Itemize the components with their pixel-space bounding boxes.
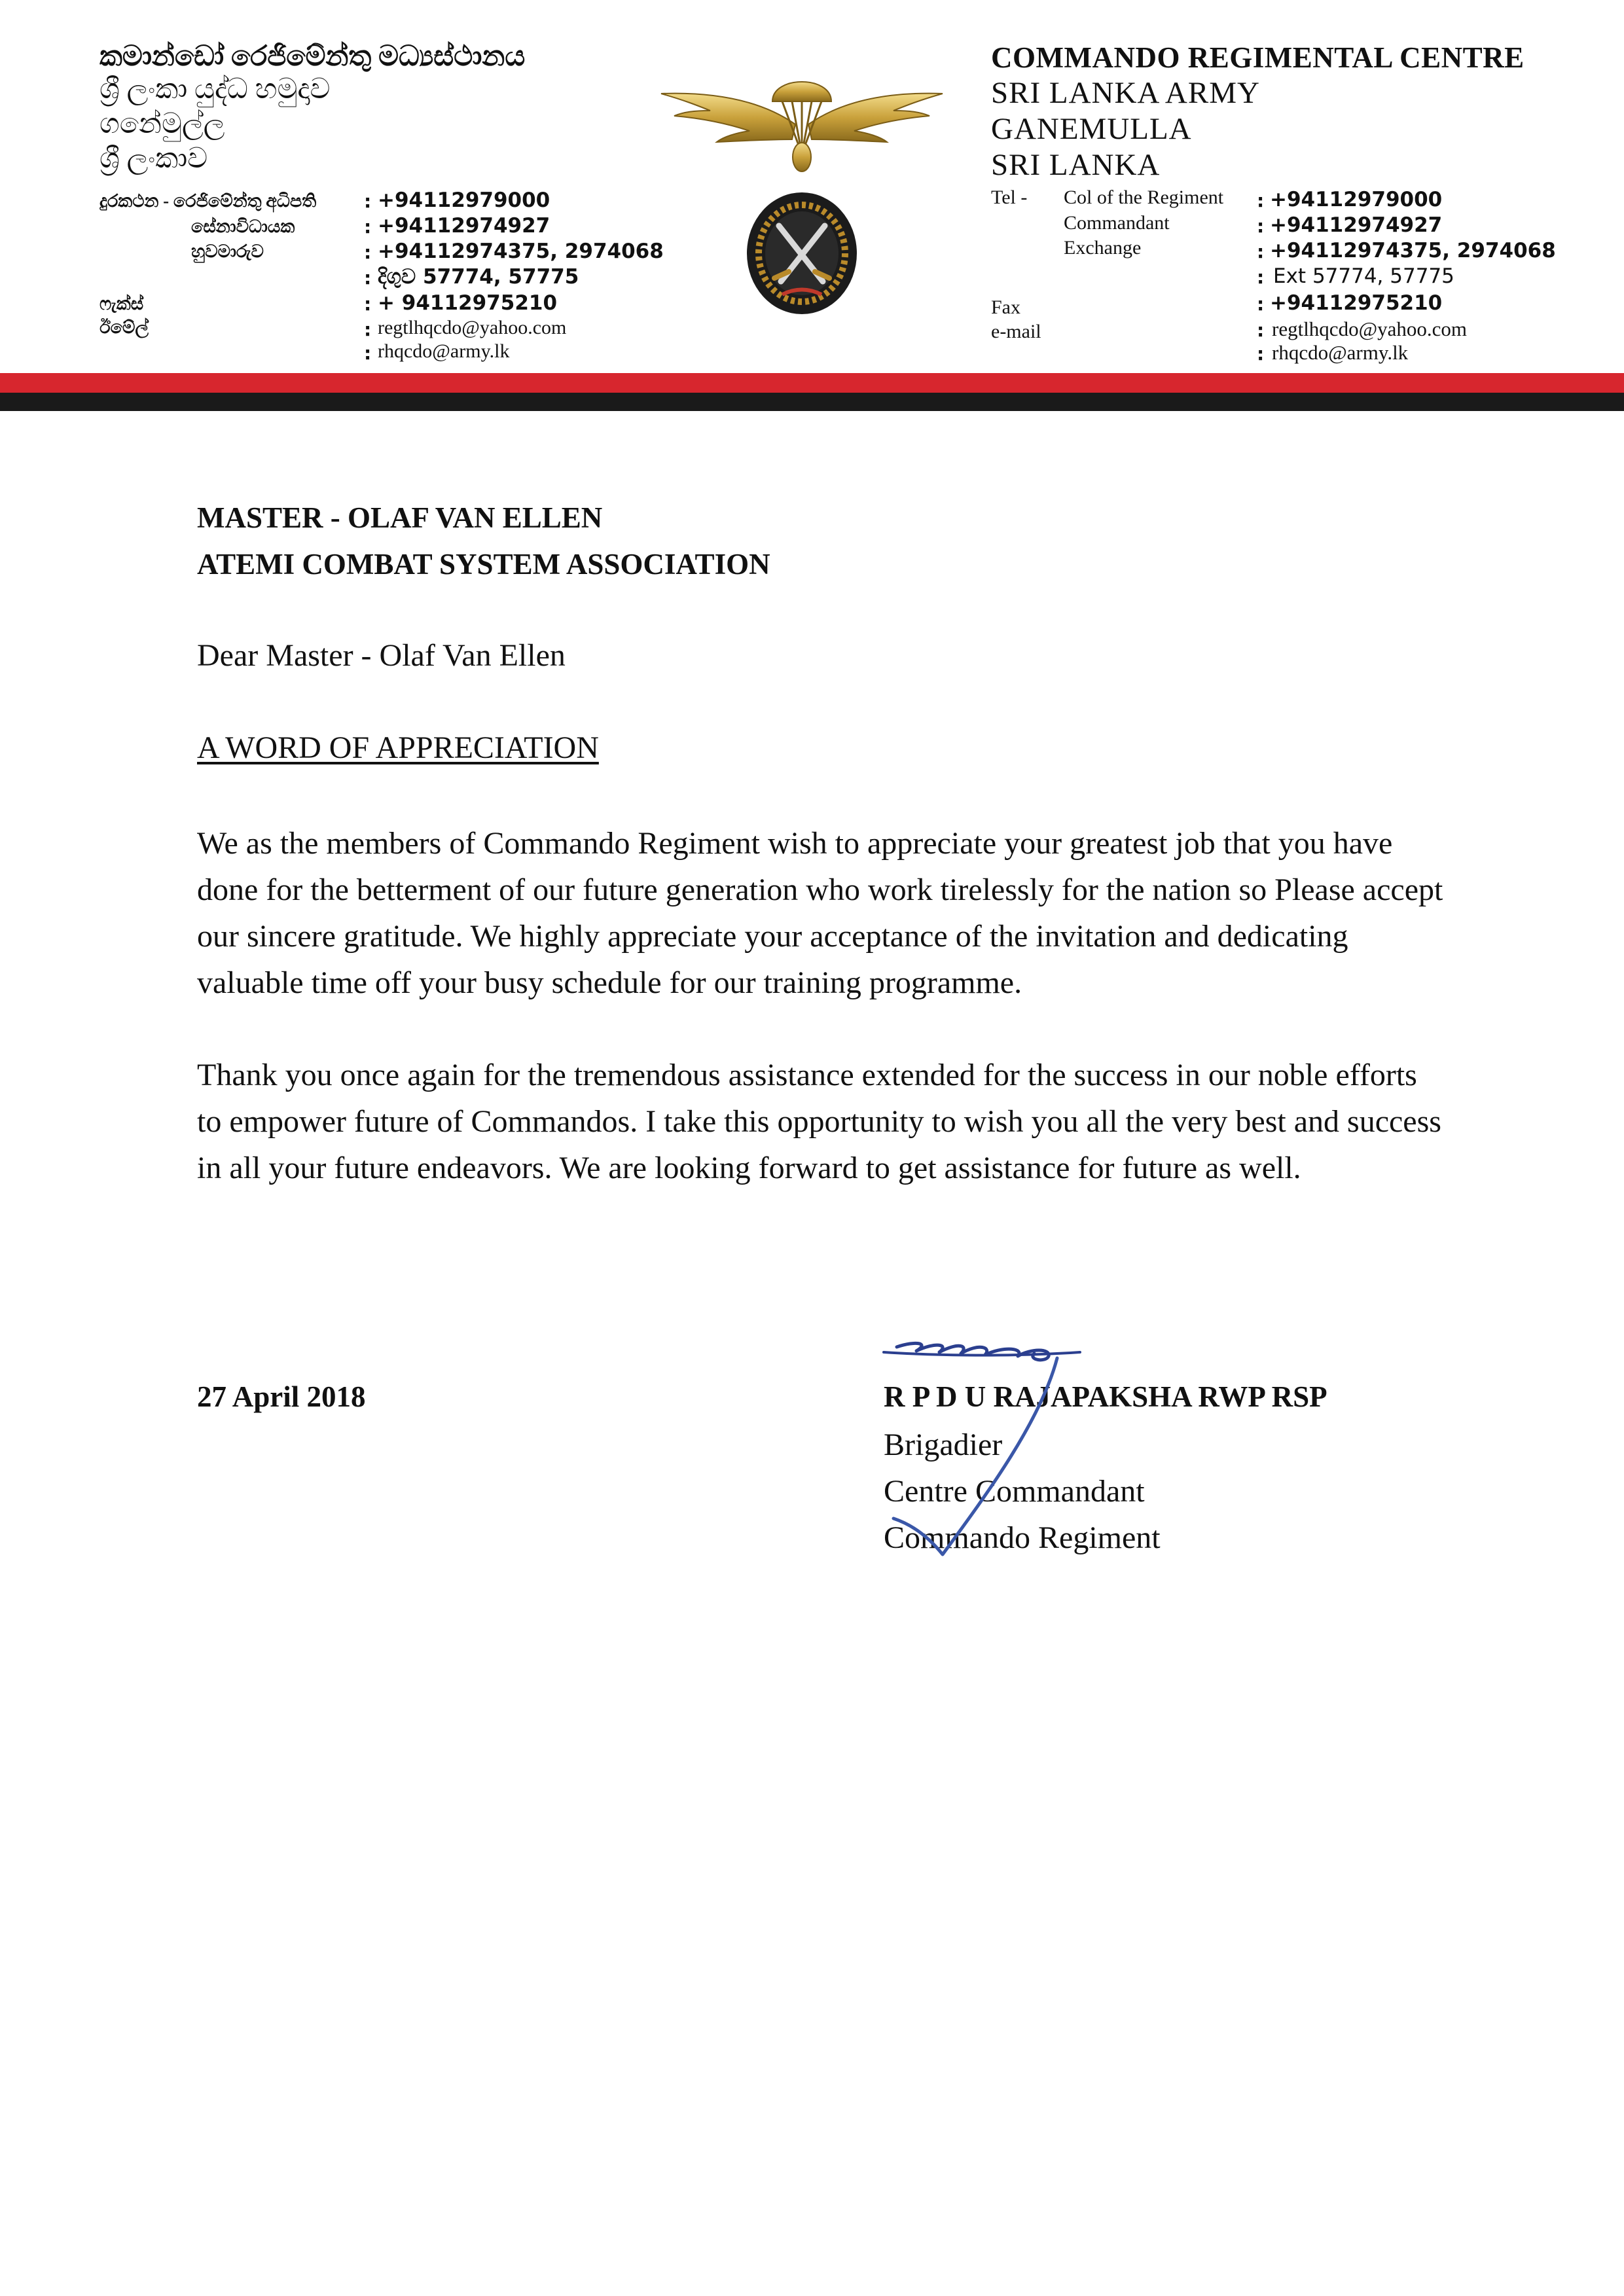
contact-colon: : — [1257, 319, 1265, 341]
contact-colon: : — [1257, 241, 1265, 262]
sinhala-contact-label: ඊමේල් — [99, 317, 149, 337]
paragraph-line: our sincere gratitude. We highly appreciate your acceptance of the invitation and dedicating — [197, 919, 1348, 954]
english-contact-value: +94112979000 — [1270, 188, 1443, 211]
header-red-stripe — [0, 373, 1624, 393]
fax-label: Fax — [991, 296, 1020, 318]
paragraph-line: done for the betterment of our future generation who work tirelessly for the nation so Please accept — [197, 872, 1443, 907]
contact-colon: : — [1257, 190, 1265, 211]
sinhala-contact-value: regtlhqcdo@yahoo.com — [378, 317, 567, 338]
contact-colon: : — [364, 190, 372, 212]
sinhala-address-line: ශ්‍රී ලංකාව — [99, 143, 208, 174]
signatory-rank: Brigadier — [884, 1427, 1003, 1462]
contact-colon: : — [1257, 215, 1265, 237]
english-contact-label: Exchange — [1064, 237, 1142, 259]
english-contact-value: rhqcdo@army.lk — [1272, 341, 1409, 364]
sinhala-contact-value: +94112974927 — [378, 214, 550, 238]
signatory-name: R P D U RAJAPAKSHA RWP RSP — [884, 1380, 1327, 1413]
english-address-line: SRI LANKA ARMY — [991, 76, 1260, 110]
contact-colon: : — [364, 293, 372, 315]
signatory-position: Centre Commandant — [884, 1474, 1145, 1509]
sinhala-letterhead-title: කමාන්ඩෝ රෙජිමේන්තු මධ්‍යස්ථානය — [99, 41, 526, 72]
english-address-line: SRI LANKA — [991, 148, 1161, 182]
english-address-line: GANEMULLA — [991, 112, 1192, 146]
sinhala-contact-value: +94112979000 — [378, 188, 550, 212]
contact-colon: : — [364, 242, 372, 263]
contact-colon: : — [364, 319, 372, 340]
paragraph-line: to empower future of Commandos. I take this opportunity to wish you all the very best and success — [197, 1104, 1441, 1139]
sinhala-address-line: ගනේමුල්ල — [99, 109, 225, 139]
sinhala-contact-label: හුවමාරුව — [191, 242, 264, 261]
tel-label: Tel - — [991, 187, 1028, 208]
paragraph-line: Thank you once again for the tremendous assistance extended for the success in our noble efforts — [197, 1058, 1417, 1092]
letter-subject: A WORD OF APPRECIATION — [197, 730, 599, 765]
handwritten-signature — [877, 1329, 1165, 1564]
sinhala-address-line: ශ්‍රී ලංකා යුද්ධ හමුදාව — [99, 74, 331, 105]
parachute-wings-badge-icon — [658, 62, 946, 177]
english-contact-value: +94112974927 — [1270, 213, 1443, 237]
letter-date: 27 April 2018 — [197, 1380, 366, 1413]
english-letterhead-title: COMMANDO REGIMENTAL CENTRE — [991, 41, 1525, 74]
email-label: e-mail — [991, 321, 1041, 342]
signatory-unit: Commando Regiment — [884, 1520, 1161, 1555]
contact-colon: : — [364, 342, 372, 364]
paragraph-line: valuable time off your busy schedule for our training programme. — [197, 965, 1022, 1000]
contact-colon: : — [1257, 343, 1265, 365]
english-contact-value: +94112974375, 2974068 — [1270, 239, 1556, 262]
sinhala-contact-value: rhqcdo@army.lk — [378, 340, 510, 362]
paragraph-line: We as the members of Commando Regiment wish to appreciate your greatest job that you have — [197, 826, 1393, 861]
sinhala-contact-label: ෆැක්ස් — [99, 294, 144, 314]
contact-colon: : — [364, 267, 372, 289]
contact-colon: : — [364, 216, 372, 238]
sinhala-contact-value: +94112974375, 2974068 — [378, 240, 664, 263]
sinhala-contact-label: දුරකථන - රෙජිමේන්තු අධිපති — [99, 191, 317, 211]
sinhala-contact-value: + 94112975210 — [378, 291, 558, 315]
sinhala-contact-value: දිගුව 57774, 57775 — [378, 265, 579, 289]
english-contact-label: Commandant — [1064, 212, 1170, 234]
salutation: Dear Master - Olaf Van Ellen — [197, 638, 566, 673]
english-contact-label: Col of the Regiment — [1064, 187, 1224, 208]
english-contact-value: Ext 57774, 57775 — [1273, 264, 1454, 288]
english-contact-value: +94112975210 — [1270, 291, 1443, 315]
sinhala-contact-label: සේනාවිධායක — [191, 217, 295, 236]
recipient-name: MASTER - OLAF VAN ELLEN — [197, 501, 603, 534]
crossed-daggers-crest-icon — [743, 190, 861, 317]
recipient-organization: ATEMI COMBAT SYSTEM ASSOCIATION — [197, 548, 770, 581]
paragraph-line: in all your future endeavors. We are looking forward to get assistance for future as well. — [197, 1151, 1301, 1185]
contact-colon: : — [1257, 266, 1265, 288]
contact-colon: : — [1257, 293, 1265, 315]
header-black-stripe — [0, 393, 1624, 411]
english-contact-value: regtlhqcdo@yahoo.com — [1272, 317, 1467, 340]
